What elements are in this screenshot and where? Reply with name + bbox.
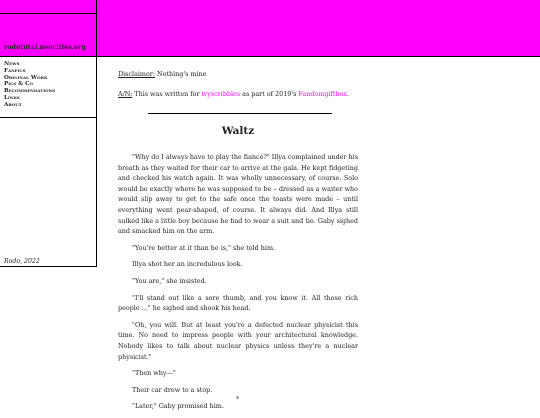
disclaimer-label: Disclaimer:: [118, 70, 155, 78]
nav-item-fanfics[interactable]: Fanfics: [4, 67, 26, 74]
recipient-link[interactable]: ivyscribbles: [201, 90, 241, 98]
sidebar: [0, 0, 97, 267]
story-paragraph: "Later," Gaby promised him.: [132, 402, 224, 411]
sidebar-nav: [4, 61, 55, 109]
story-paragraph: "I'll stand out like a sore thumb, and you know it. All those rich people ..." he sighed and shook his head.: [118, 293, 358, 313]
nav-item-about[interactable]: About: [4, 101, 22, 108]
nav-item-links[interactable]: Links: [4, 94, 20, 101]
disclaimer-text: Nothing's mine: [154, 70, 207, 78]
authors-note-label: A/N:: [118, 90, 133, 98]
nav-item-pics-co[interactable]: Pics & Co: [4, 81, 34, 88]
story-paragraph: "Oh, you will. But at least you're a defected nuclear physicist this time. No need to impress people with your architectural knowledge. Nobody likes to talk about nuclear physics unless they're a nuclear physicist.": [118, 320, 358, 361]
story-title: Waltz: [221, 125, 255, 137]
authors-note: [118, 90, 358, 98]
nav-item-original-work[interactable]: Original Work: [4, 74, 48, 81]
title-divider: [148, 113, 332, 114]
story-paragraph: "Why do I always have to play the fiancé?" Illya complained under his breath as they waited for their car to arrive at the gala. He kept fidgeting and checked his watch again. It was wholly unnecessary, of course. Solo would be exactly where he was supposed to be – dressed as a waiter who would slip away to get to the safe once the toasts were made – until everything went pear-shaped, of course. It always did. And Illya still sulked like a little boy because he had to wear a suit and tie. Gaby sighed and smacked him on the arm.: [118, 153, 358, 236]
story-body: [118, 152, 358, 418]
disclaimer: [118, 70, 358, 78]
fandomgiftbox-link[interactable]: Fandomgiftbox: [298, 90, 347, 98]
authors-note-text-2: as part of 2019's: [240, 90, 299, 98]
authors-note-text-3: .: [346, 90, 349, 98]
nav-item-recommendations[interactable]: Recommendations: [4, 88, 56, 95]
story-paragraph: "You're better at it than he is," she told him.: [132, 243, 276, 252]
nav-item-news[interactable]: News: [4, 61, 20, 67]
story-paragraph: Illya shot her an incredulous look.: [132, 260, 243, 269]
story-paragraph: "You are," she insisted.: [132, 276, 207, 285]
sidebar-divider: [0, 117, 97, 118]
section-break-mark: *: [236, 396, 239, 403]
story-meta: [118, 70, 358, 110]
authors-note-text-1: This was written for: [132, 90, 202, 98]
site-name-link[interactable]: rodotutai.neocities.org: [4, 44, 87, 51]
footer-credit: Rodo, 2022: [4, 258, 40, 265]
story-paragraph: Their car drew to a stop.: [132, 385, 213, 394]
story-paragraph: "Then why—": [132, 369, 176, 378]
